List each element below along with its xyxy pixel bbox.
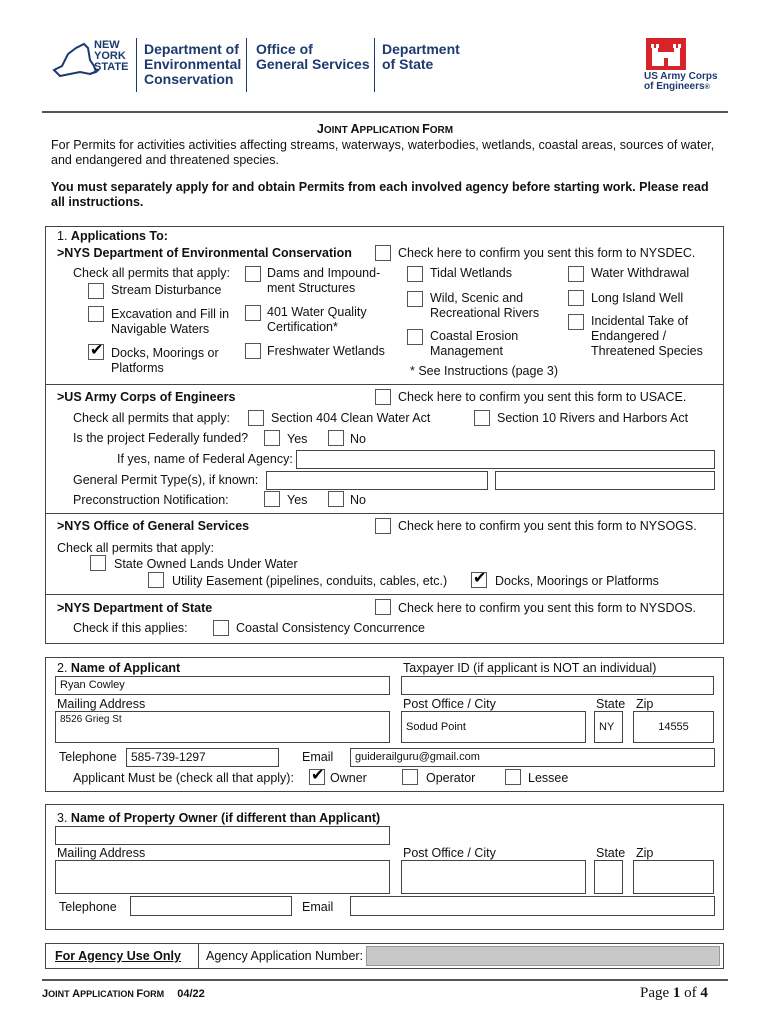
mailing-address-label: Mailing Address <box>57 697 146 711</box>
incidental-take-checkbox[interactable] <box>568 314 584 330</box>
owner-zip-field[interactable] <box>633 860 714 894</box>
taxpayer-label: Taxpayer ID (if applicant is NOT an individual) <box>403 661 657 675</box>
state-label: State <box>596 697 626 711</box>
sec10-label: Section 10 Rivers and Harbors Act <box>497 411 689 425</box>
pcn-no-label: No <box>350 493 366 507</box>
dec-confirm-label: Check here to confirm you sent this form to NYSDEC. <box>398 246 696 260</box>
tidal-wetlands-checkbox[interactable] <box>407 266 423 282</box>
city-field[interactable]: Sodud Point <box>401 711 586 743</box>
li-well-checkbox[interactable] <box>568 290 584 306</box>
freshwater-wetlands-label: Freshwater Wetlands <box>267 344 385 358</box>
state-field[interactable]: NY <box>594 711 623 743</box>
post-office-label: Post Office / City <box>403 697 496 711</box>
coastal-erosion-label: Coastal Erosion Management <box>430 329 519 358</box>
nys-logo <box>50 36 138 86</box>
telephone-field[interactable]: 585-739-1297 <box>126 748 279 767</box>
dos-confirm-checkbox[interactable] <box>375 599 391 615</box>
incidental-take-label: Incidental Take of Endangered / Threatened Species <box>591 314 703 358</box>
owner-po-label: Post Office / City <box>403 846 496 860</box>
lessee-label: Lessee <box>528 771 569 785</box>
owner-checkbox[interactable] <box>309 769 325 785</box>
fed-no-checkbox[interactable] <box>328 430 344 446</box>
dos-confirm-label: Check here to confirm you sent this form to NYSDOS. <box>398 601 697 615</box>
excavation-fill-label: Excavation and Fill in Navigable Waters <box>111 307 230 336</box>
email-field[interactable]: guiderailguru@gmail.com <box>350 748 715 767</box>
ogs-docks-checkbox[interactable] <box>471 572 487 588</box>
footer-form-name: JOINT APPLICATION FORM 04/22 <box>42 988 205 1000</box>
ogs-check-all-label: Check all permits that apply: <box>57 541 215 555</box>
pcn-yes-label: Yes <box>287 493 308 507</box>
freshwater-wetlands-checkbox[interactable] <box>245 343 261 359</box>
coastal-erosion-checkbox[interactable] <box>407 329 423 345</box>
li-well-label: Long Island Well <box>591 291 684 305</box>
usace-confirm-checkbox[interactable] <box>375 389 391 405</box>
pcn-no-checkbox[interactable] <box>328 491 344 507</box>
intro-text: For Permits for activities activities affecting streams, waterways, waterbodies, wetlands, coastal areas, sources of water, and endangered and threatened species. <box>51 138 715 167</box>
ogs-confirm-checkbox[interactable] <box>375 518 391 534</box>
state-owned-checkbox[interactable] <box>90 555 106 571</box>
dec-heading: >NYS Department of Environmental Conservation <box>57 246 352 260</box>
water-withdrawal-label: Water Withdrawal <box>591 266 690 280</box>
section-3-title: 3. Name of Property Owner (if different than Applicant) <box>57 811 381 825</box>
sec404-checkbox[interactable] <box>248 410 264 426</box>
dos-check-label: Check if this applies: <box>73 621 188 635</box>
applicant-name-field[interactable]: Ryan Cowley <box>55 676 390 695</box>
applicant-must-label: Applicant Must be (check all that apply): <box>73 771 294 785</box>
owner-state-label: State <box>596 846 626 860</box>
dec-logo: Department of Environmental Conservation <box>144 41 242 87</box>
wq401-label: 401 Water Quality Certification* <box>267 305 367 334</box>
agency-number-field[interactable] <box>366 946 720 966</box>
section-1-title: 1. Applications To: <box>57 229 168 243</box>
owner-zip-label: Zip <box>636 846 654 860</box>
agency-number-label: Agency Application Number: <box>206 949 364 963</box>
usace-heading: >US Army Corps of Engineers <box>57 390 236 404</box>
ogs-logo: Office of General Services <box>256 41 370 72</box>
mailing-address-field[interactable]: 8526 Grieg St <box>55 711 390 743</box>
state-owned-label: State Owned Lands Under Water <box>114 557 298 571</box>
fed-no-label: No <box>350 432 366 446</box>
zip-field[interactable]: 14555 <box>633 711 714 743</box>
fed-agency-field[interactable] <box>296 450 715 469</box>
docks-moorings-label: Docks, Moorings or Platforms <box>111 346 219 375</box>
castle-icon <box>646 38 686 70</box>
page-number: Page 1 of 4 <box>640 985 708 1001</box>
dams-label: Dams and Impound- ment Structures <box>267 266 381 295</box>
operator-label: Operator <box>426 771 476 785</box>
owner-label: Owner <box>330 771 367 785</box>
coastal-consistency-checkbox[interactable] <box>213 620 229 636</box>
nys-map-icon <box>50 36 100 82</box>
usace-confirm-label: Check here to confirm you sent this form to USACE. <box>398 390 687 404</box>
fed-agency-label: If yes, name of Federal Agency: <box>117 452 293 466</box>
wq401-checkbox[interactable] <box>245 305 261 321</box>
owner-state-field[interactable] <box>594 860 623 894</box>
dos-heading: >NYS Department of State <box>57 601 213 615</box>
form-title: JOINT APPLICATION FORM <box>316 122 454 136</box>
water-withdrawal-checkbox[interactable] <box>568 266 584 282</box>
owner-email-label: Email <box>302 900 334 914</box>
owner-telephone-field[interactable] <box>130 896 292 916</box>
pcn-yes-checkbox[interactable] <box>264 491 280 507</box>
owner-address-field[interactable] <box>55 860 390 894</box>
fed-yes-checkbox[interactable] <box>264 430 280 446</box>
dams-checkbox[interactable] <box>245 266 261 282</box>
owner-email-field[interactable] <box>350 896 715 916</box>
docks-moorings-checkbox[interactable] <box>88 344 104 360</box>
nys-logo-text: NEW YORK STATE <box>94 39 129 73</box>
owner-mailing-label: Mailing Address <box>57 846 146 860</box>
utility-easement-checkbox[interactable] <box>148 572 164 588</box>
wild-scenic-checkbox[interactable] <box>407 291 423 307</box>
warning-text: You must separately apply for and obtain Permits from each involved agency before starting work. Please read all instructions. <box>51 180 709 209</box>
fed-yes-label: Yes <box>287 432 308 446</box>
stream-disturbance-checkbox[interactable] <box>88 283 104 299</box>
zip-label: Zip <box>636 697 654 711</box>
fed-funded-label: Is the project Federally funded? <box>73 431 249 445</box>
excavation-fill-checkbox[interactable] <box>88 306 104 322</box>
ogs-confirm-label: Check here to confirm you sent this form to NYSOGS. <box>398 519 697 533</box>
telephone-label: Telephone <box>59 750 117 764</box>
lessee-checkbox[interactable] <box>505 769 521 785</box>
operator-checkbox[interactable] <box>402 769 418 785</box>
usace-check-all-label: Check all permits that apply: <box>73 411 231 425</box>
ogs-docks-label: Docks, Moorings or Platforms <box>495 574 659 588</box>
agency-use-label: For Agency Use Only <box>55 949 181 963</box>
email-label: Email <box>302 750 334 764</box>
see-instructions: * See Instructions (page 3) <box>410 364 558 378</box>
gp-type-label: General Permit Type(s), if known: <box>73 473 259 487</box>
ogs-heading: >NYS Office of General Services <box>57 519 250 533</box>
gp-type-field-1[interactable] <box>266 471 488 490</box>
utility-easement-label: Utility Easement (pipelines, conduits, cables, etc.) <box>172 574 448 588</box>
owner-telephone-label: Telephone <box>59 900 117 914</box>
sec10-checkbox[interactable] <box>474 410 490 426</box>
gp-type-field-2[interactable] <box>495 471 715 490</box>
stream-disturbance-label: Stream Disturbance <box>111 283 222 297</box>
dos-logo: Department of State <box>382 41 460 72</box>
usace-logo: US Army Corps of Engineers® <box>640 38 730 98</box>
owner-name-field[interactable] <box>55 826 390 845</box>
pcn-label: Preconstruction Notification: <box>73 493 229 507</box>
section-2-title: 2. Name of Applicant <box>57 661 181 675</box>
tidal-wetlands-label: Tidal Wetlands <box>430 266 512 280</box>
dec-check-all-label: Check all permits that apply: <box>73 266 231 280</box>
wild-scenic-label: Wild, Scenic and Recreational Rivers <box>430 291 540 320</box>
sec404-label: Section 404 Clean Water Act <box>271 411 431 425</box>
taxpayer-id-field[interactable] <box>401 676 714 695</box>
coastal-consistency-label: Coastal Consistency Concurrence <box>236 621 425 635</box>
dec-confirm-checkbox[interactable] <box>375 245 391 261</box>
owner-city-field[interactable] <box>401 860 586 894</box>
